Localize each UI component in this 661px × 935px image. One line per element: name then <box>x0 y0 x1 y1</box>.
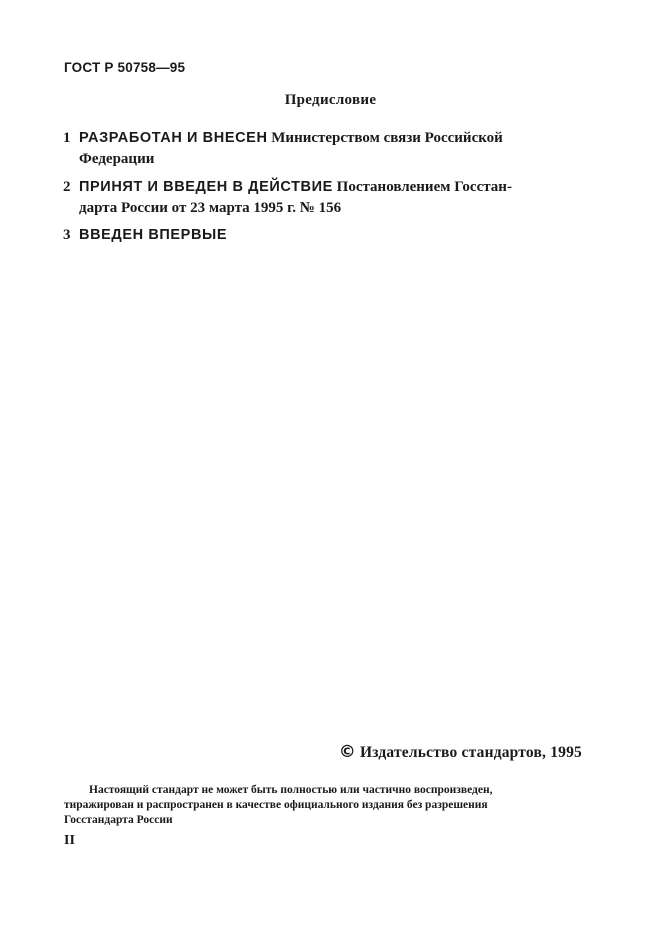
copyright-icon: © <box>338 742 356 762</box>
item-text-continuation: Федерации <box>79 151 155 167</box>
item-text: Постановлением Госстан- <box>336 179 512 195</box>
notice-line: Настоящий стандарт не может быть полностью или частично воспроизведен, <box>89 784 493 796</box>
preface-title: Предисловие <box>284 92 377 108</box>
item-heading: ПРИНЯТ И ВВЕДЕН В ДЕЙСТВИЕ <box>79 179 333 195</box>
notice-line: тиражирован и распространен в качестве официального издания без разрешения <box>64 799 488 811</box>
preface-item-3 <box>63 225 583 246</box>
item-heading: ВВЕДЕН ВПЕРВЫЕ <box>79 227 228 243</box>
document-code: ГОСТ Р 50758—95 <box>64 60 186 75</box>
copyright-line <box>339 742 582 762</box>
item-heading: РАЗРАБОТАН И ВНЕСЕН <box>79 130 268 146</box>
item-number: 1 <box>63 130 71 146</box>
notice-line: Госстандарта России <box>64 814 173 826</box>
item-text-continuation: дарта России от 23 марта 1995 г. № 156 <box>79 200 342 216</box>
reproduction-notice <box>64 783 584 828</box>
preface-item-1 <box>63 128 583 170</box>
item-number: 3 <box>63 227 71 243</box>
copyright-text: Издательство стандартов, 1995 <box>359 744 582 761</box>
page-number: II <box>64 833 75 848</box>
preface-item-2 <box>63 177 583 219</box>
item-number: 2 <box>63 179 71 195</box>
item-text: Министерством связи Российской <box>271 130 503 146</box>
